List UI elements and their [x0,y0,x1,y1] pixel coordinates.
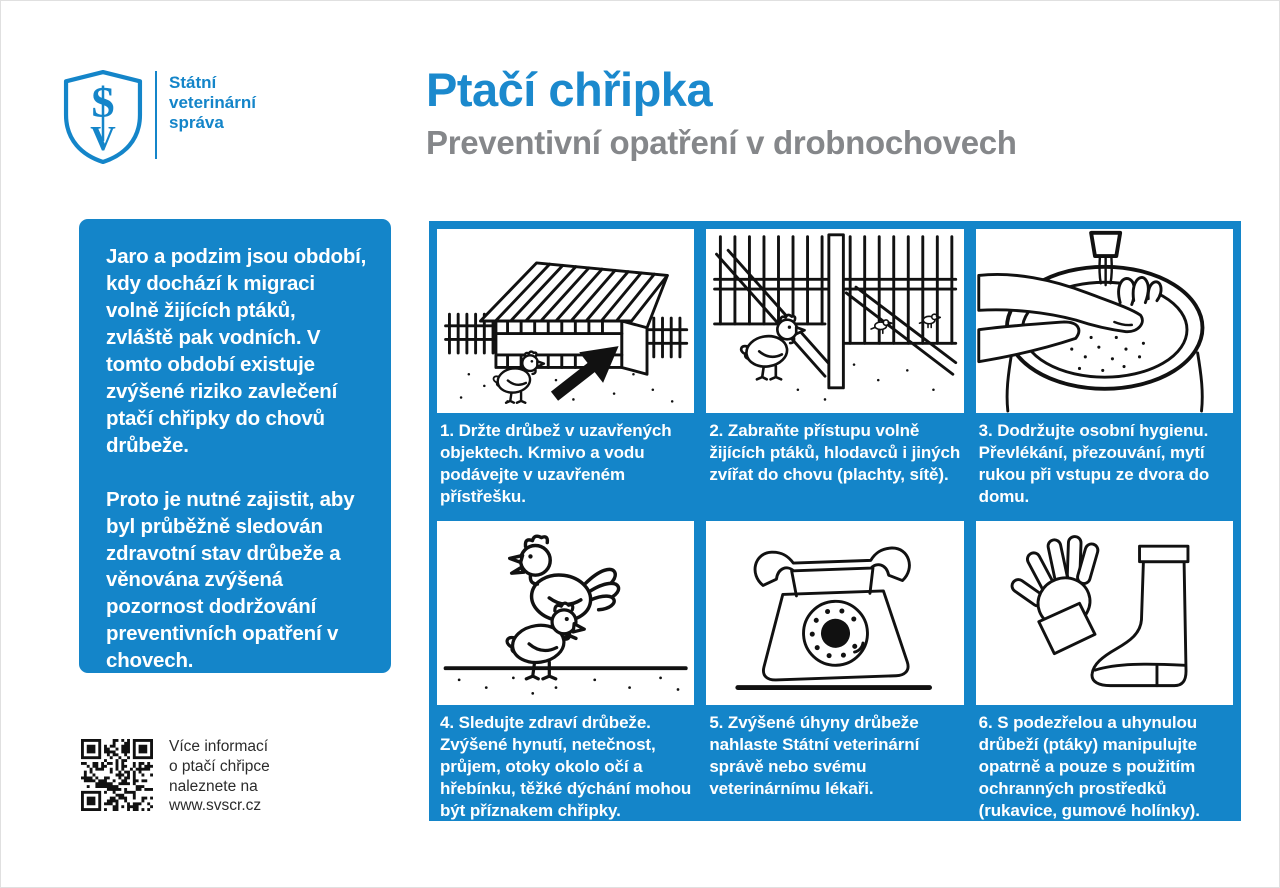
glove-icon [1009,536,1099,653]
step-1 [437,229,694,513]
monogram-s: S [90,78,116,127]
telephone-icon [706,521,963,705]
org-name-line: veterinární [169,93,256,113]
page-subtitle: Preventivní opatření v drobnochovech [426,124,1017,161]
hand-washing-icon [976,229,1233,413]
step-caption: 6. S podezřelou a uhynulou drůbeží (ptáky) manipulujte opatrně a pouze s použitím ochranných prostředků (rukavice, gumové holínky). [978,713,1200,821]
illustration-panel [976,521,1233,705]
qr-code-icon [81,739,153,811]
step-5 [706,521,963,822]
org-name-line: Státní [169,73,217,92]
step-4 [437,521,694,822]
step-caption: 2. Zabraňte přístupu volně žijících ptáků, hlodavců i jiných zvířat do chovu (plachty, sítě). [709,421,961,485]
intro-box [79,219,391,673]
illustration-panel [437,521,694,705]
step-2 [706,229,963,513]
shield-logo-icon [61,67,145,167]
steps-grid [429,221,1241,821]
rubber-boot-icon [1092,546,1188,685]
intro-paragraph-1: Jaro a podzim jsou období, kdy dochází k migraci volně žijících ptáků, zvláště pak vodních. V tomto období existuje zvýšené riziko zavlečení ptačí chřipky do chovů drůbeže. [106,245,367,457]
step-caption: 3. Dodržujte osobní hygienu. Převlékání, přezouvání, mytí rukou při vstupu ze dvora do domu. [978,421,1210,507]
org-name-line: správa [169,113,224,133]
qr-code [81,739,153,811]
step-caption: 4. Sledujte zdraví drůbeže. Zvýšené hynutí, netečnost, průjem, otoky okolo očí a hřebínku, těžké dýchání mohou být příznakem chřipky. [440,713,692,821]
svs-logo [61,67,256,167]
step-caption: 5. Zvýšené úhyny drůbeže nahlaste Státní veterinární správě nebo svému veterinárnímu lékaři. [709,713,920,799]
monogram-v: V [90,119,116,159]
illustration-panel [437,229,694,413]
qr-block [81,739,270,816]
qr-caption-line: Více informací [169,738,269,755]
glove-and-boots-icon [976,521,1233,705]
rooster-and-hen-icon [437,521,694,705]
qr-caption-line: o ptačí chřipce [169,757,270,775]
illustration-panel [706,521,963,705]
step-6 [976,521,1233,822]
logo-divider [155,71,157,159]
org-name [169,73,256,133]
poultry-coop-icon [437,229,694,413]
qr-caption-line: naleznete na [169,777,258,795]
step-caption: 1. Držte drůbež v uzavřených objektech. Krmivo a vodu podávejte v uzavřeném přístřešku. [440,421,672,507]
barn-interior-icon [706,229,963,413]
illustration-panel [706,229,963,413]
website-url: www.svscr.cz [169,797,262,815]
intro-paragraph-2: Proto je nutné zajistit, aby byl průběžně sledován zdravotní stav drůbeže a věnována zvýšená pozornost dodržování preventivních opatření v chovech. [106,487,355,673]
illustration-panel [976,229,1233,413]
step-3 [976,229,1233,513]
qr-caption [169,737,270,816]
page-title: Ptačí chřipka [426,63,713,116]
